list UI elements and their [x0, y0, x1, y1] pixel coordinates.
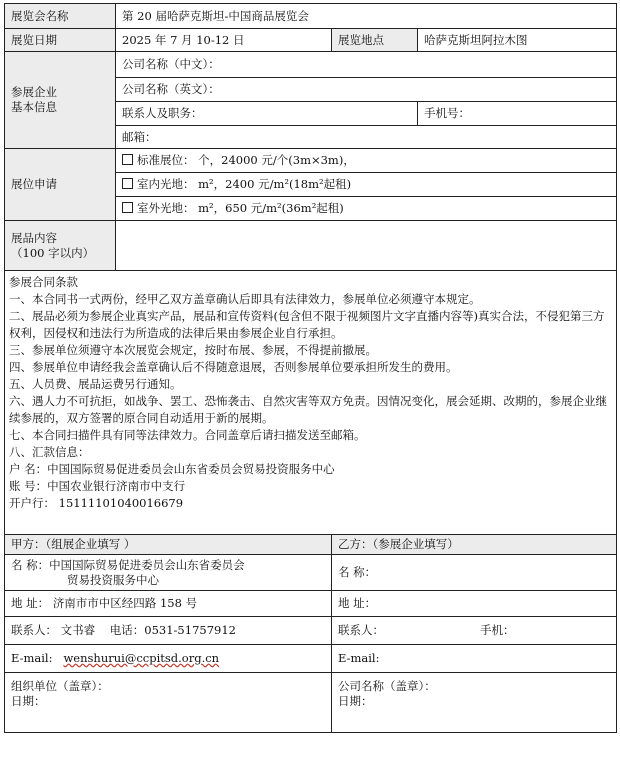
exhibits-label-line2: （100 字以内） [11, 245, 95, 260]
party-b-contact-label: 联系人： [338, 623, 384, 637]
terms-item: 二、展品必须为参展企业真实产品，展品和宣传资料(包含但不限于视频图片文字直播内容等)真实合法，不侵犯第三方权利，因侵权和违法行为所造成的法律后果由参展企业自行承担。 [9, 309, 605, 340]
company-info-label [5, 52, 116, 149]
party-a-contact-value: 文书睿 [60, 623, 96, 637]
terms-title: 参展合同条款 [9, 275, 78, 289]
party-a-phone-value: 0531-51757912 [144, 623, 236, 637]
checkbox-icon[interactable] [122, 202, 133, 213]
booth-label: 展位申请 [5, 149, 116, 221]
date-label: 展览日期 [5, 29, 116, 52]
terms-item: 八、汇款信息： [9, 445, 90, 459]
party-b-contact-field[interactable] [332, 617, 617, 645]
application-table [4, 3, 617, 733]
location-label: 展览地点 [332, 29, 418, 52]
contract-form [4, 3, 616, 760]
party-a-email-label: E-mail: [11, 651, 53, 665]
booth-option-label: 室外光地： m²，650 元/m²(36m²起租) [137, 201, 344, 215]
exhibits-field[interactable] [116, 221, 617, 271]
exhibits-label-line1: 展品内容 [11, 230, 57, 245]
terms-item: 一、本合同书一式两份，经甲乙双方盖章确认后即具有法律效力，参展单位必须遵守本规定。 [9, 292, 481, 306]
party-a-contact [5, 617, 332, 645]
party-a-date-label: 日期： [11, 694, 46, 708]
email-field[interactable]: 邮箱： [116, 126, 617, 149]
party-a-contact-label: 联系人： [11, 623, 57, 637]
remit-account-name: 户 名：中国国际贸易促进委员会山东省委员会贸易投资服务中心 [9, 462, 335, 476]
party-b-email-field[interactable]: E-mail: [332, 645, 617, 673]
party-a-name-label: 名 称： [11, 557, 50, 572]
booth-option-outdoor[interactable] [116, 197, 617, 221]
party-a-name-value-line2: 贸易投资服务中心 [67, 572, 159, 587]
booth-option-indoor[interactable] [116, 173, 617, 197]
expo-name-value: 第 20 届哈萨克斯坦-中国商品展览会 [116, 4, 617, 29]
exhibits-label [5, 221, 116, 271]
party-a-seal [5, 673, 332, 733]
party-a-header: 甲方：（组展企业填写 ） [5, 535, 332, 555]
party-b-header: 乙方：（参展企业填写） [332, 535, 617, 555]
mobile-field[interactable]: 手机号： [418, 102, 617, 126]
terms-item: 六、遇人力不可抗拒，如战争、罢工、恐怖袭击、自然灾害等双方免责。因情况变化，展会延期、改期的，参展企业继续参展的，双方签署的原合同自动适用于新的展期。 [9, 394, 607, 425]
booth-option-standard[interactable] [116, 149, 617, 173]
party-b-mobile-label: 手机： [480, 623, 515, 637]
terms-item: 七、本合同扫描件具有同等法律效力。合同盖章后请扫描发送至邮箱。 [9, 428, 366, 442]
remit-account-bank: 账 号：中国农业银行济南市中支行 [9, 479, 186, 493]
location-value: 哈萨克斯坦阿拉木图 [418, 29, 617, 52]
party-b-seal-label: 公司名称（盖章）： [338, 679, 436, 693]
party-a-address [5, 591, 332, 617]
party-a-email [5, 645, 332, 673]
company-name-en-field[interactable]: 公司名称（英文）： [116, 78, 617, 102]
terms-item: 四、参展单位申请经我会盖章确认后不得随意退展，否则参展单位要承担所发生的费用。 [9, 360, 458, 374]
checkbox-icon[interactable] [122, 154, 133, 165]
booth-option-label: 室内光地： m²，2400 元/m²(18m²起租) [137, 177, 352, 191]
terms-item: 五、人员费、展品运费另行通知。 [9, 377, 182, 391]
party-b-name-field[interactable]: 名 称： [332, 555, 617, 591]
party-a-phone-label: 电话： [109, 623, 145, 637]
company-info-label-line2: 基本信息 [11, 100, 57, 114]
party-a-name [5, 555, 332, 591]
party-a-email-value[interactable]: wenshurui@ccpitsd.org.cn [63, 651, 220, 665]
remit-account-number: 开户行： 15111101040016679 [9, 496, 184, 510]
contact-title-field[interactable]: 联系人及职务： [116, 102, 418, 126]
party-a-address-value: 济南市市中区经四路 158 号 [52, 596, 198, 610]
party-b-seal[interactable] [332, 673, 617, 733]
party-a-address-label: 地 址： [11, 596, 50, 610]
contract-terms [5, 271, 617, 535]
date-value: 2025 年 7 月 10-12 日 [116, 29, 332, 52]
party-a-seal-label: 组织单位（盖章）： [11, 679, 109, 693]
booth-option-label: 标准展位： 个，24000 元/个(3m×3m)， [137, 153, 355, 167]
expo-name-label: 展览会名称 [5, 4, 116, 29]
checkbox-icon[interactable] [122, 178, 133, 189]
company-name-cn-field[interactable]: 公司名称（中文）： [116, 52, 617, 78]
company-info-label-line1: 参展企业 [11, 85, 57, 99]
party-b-date-label: 日期： [338, 694, 373, 708]
terms-item: 三、参展单位须遵守本次展览会规定，按时布展、参展，不得提前撤展。 [9, 343, 377, 357]
party-a-name-value: 中国国际贸易促进委员会山东省委员会 [49, 557, 245, 572]
party-b-address-field[interactable]: 地 址： [332, 591, 617, 617]
